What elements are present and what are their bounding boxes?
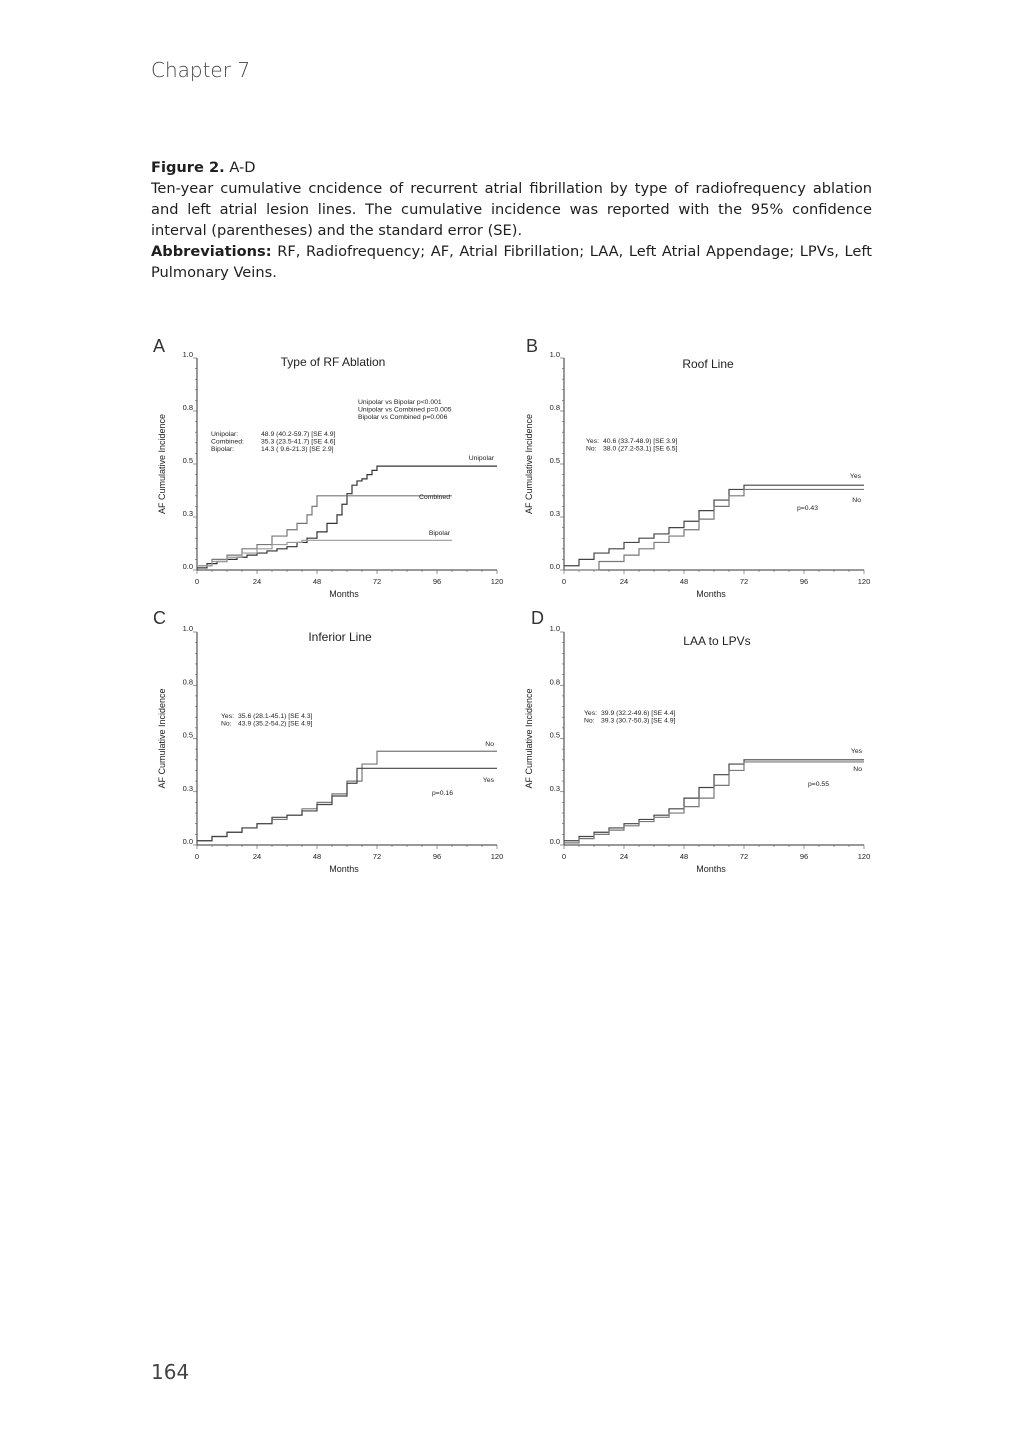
panel-a-x-tick-label: 24 [252,577,262,586]
panel-b-y-tick-label: 0.0 [549,562,560,571]
panel-d-annotation: p=0.55 [808,781,829,788]
panel-c-y-tick-label: 1.0 [182,624,193,633]
panel-d-x-tick-label: 120 [857,852,871,861]
panel-d-stat-value: 39.3 (30.7-50.3) [SE 4.9] [601,717,676,725]
panel-a-y-tick-label: 1.0 [182,350,193,359]
panel-c-x-tick-label: 48 [312,852,322,861]
panel-d-y-tick-label: 0.0 [549,837,560,846]
chapter-heading: Chapter 7 [151,58,251,82]
panel-d-series-label-no: No [853,766,862,773]
panel-b-x-tick-label: 0 [561,577,567,586]
panel-a-x-tick-label: 48 [312,577,322,586]
panel-a-stat-value: 14.3 ( 9.6-21.3) [SE 2.9] [261,446,334,453]
panel-b-stat-label: Yes: [586,438,599,445]
panel-d-y-axis-label: AF Cumulative Incidence [524,688,534,789]
abbr-text: RF, Radiofrequency; AF, Atrial Fibrillation; LAA, Left Atrial Appendage; LPVs, Left Pulmonary Veins. [151,243,872,281]
panel-b-y-tick-label: 0.3 [549,509,560,518]
panel-a-series-combined [197,496,452,566]
panel-d-letter: D [531,608,544,628]
panel-b-x-axis-label: Months [696,589,726,599]
panel-a-annotation: Unipolar vs Bipolar p<0.001 [358,399,442,406]
panel-b-title: Roof Line [682,357,734,371]
panel-d-x-tick-label: 24 [619,852,629,861]
panel-a-stat-value: 35.3 (23.5-41.7) [SE 4.6] [261,438,336,446]
panel-a-stat-value: 48.9 (40.2-59.7) [SE 4.9] [261,431,336,438]
panel-d-y-tick-label: 0.8 [549,677,560,687]
panel-a-x-tick-label: 120 [490,577,504,586]
panel-c-y-tick-label: 0.8 [182,677,193,687]
panel-d-series-no [564,762,864,843]
panel-c-stat-value: 35.6 (28.1-45.1) [SE 4.3] [238,713,313,720]
panel-c-series-label-yes: Yes [482,777,494,784]
panel-d-x-tick-label: 72 [739,852,749,861]
panel-a-annotation: Unipolar vs Combined p=0.005 [358,406,452,414]
panel-a-y-tick-label: 0.8 [182,403,193,412]
panel-c-x-tick-label: 120 [490,852,504,861]
panel-d-x-axis-label: Months [696,864,726,874]
panel-b-stat-value: 38.0 (27.2-53.1) [SE 6.5] [603,445,678,453]
panel-a-stat-label: Combined: [211,438,244,446]
panel-c-y-axis-label: AF Cumulative Incidence [157,688,167,789]
panel-d-y-tick-label: 0.3 [549,783,560,793]
panel-a-series-label-bipolar: Bipolar [428,530,450,537]
panel-d-x-tick-label: 96 [799,852,809,861]
panel-b-x-tick-label: 96 [799,577,809,586]
panel-c-letter: C [153,608,166,628]
panel-a-annotation: Bipolar vs Combined p=0.006 [358,414,448,421]
panel-d-stat-value: 39.9 (32.2-49.6) [SE 4.4] [601,710,676,717]
abbr-label: Abbreviations: [151,243,272,260]
panel-a-x-tick-label: 96 [432,577,442,586]
figure-label: Figure 2. [151,159,225,176]
panel-b-y-axis-label: AF Cumulative Incidence [524,413,534,515]
panel-c-y-tick-label: 0.0 [182,837,193,846]
panel-d-y-tick-label: 0.5 [549,730,560,740]
panel-b-x-tick-label: 72 [739,577,749,586]
panel-c-y-tick-label: 0.5 [182,730,193,740]
panel-b-series-label-yes: Yes [849,473,861,480]
panel-d-stat-label: No: [584,717,595,725]
panel-d-x-tick-label: 48 [679,852,689,861]
panel-a-stat-label: Bipolar: [211,446,235,453]
panel-c-title: Inferior Line [308,630,372,644]
panel-d-series-yes [564,760,864,841]
panel-b-series-label-no: No [852,497,861,504]
panel-b-y-tick-label: 0.5 [549,456,560,465]
panel-c-annotation: p=0.16 [432,790,453,797]
panel-c-x-tick-label: 0 [194,852,200,861]
panel-c-series-yes [197,768,497,840]
panel-b-x-tick-label: 24 [619,577,629,586]
figure-suffix: A-D [229,159,256,176]
panel-c-x-tick-label: 72 [372,852,382,861]
panel-c-y-tick-label: 0.3 [182,783,193,793]
panel-b-letter: B [526,336,539,356]
panel-b-x-tick-label: 120 [857,577,871,586]
panel-a-letter: A [153,336,166,356]
panel-a-title: Type of RF Ablation [280,355,386,369]
panel-a-stat-label: Unipolar: [211,431,239,438]
panel-b-y-tick-label: 0.8 [549,403,560,412]
panel-d-x-tick-label: 0 [561,852,567,861]
panel-a-series-label-unipolar: Unipolar [468,455,494,462]
panel-a-y-tick-label: 0.3 [182,509,193,518]
panel-c-x-axis-label: Months [329,864,359,874]
panel-a-y-tick-label: 0.0 [182,562,193,571]
panel-a-series-label-combined: Combined [419,494,450,501]
panel-c-x-tick-label: 24 [252,852,262,861]
panel-c-stat-label: No: [221,720,232,728]
panel-a-x-axis-label: Months [329,589,359,599]
panel-c-series-label-no: No [485,741,494,748]
page-number: 164 [151,1360,190,1384]
panel-c-stat-label: Yes: [221,713,234,720]
panel-a-x-tick-label: 72 [372,577,382,586]
panel-d-stat-label: Yes: [584,710,597,717]
panel-b-annotation: p=0.43 [797,505,818,512]
panel-d-title: LAA to LPVs [683,634,751,648]
panel-b-y-tick-label: 1.0 [549,350,560,359]
panel-d-y-tick-label: 1.0 [549,624,560,633]
panel-b-series-yes [564,485,864,566]
panel-c-stat-value: 43.9 (35.2-54.2) [SE 4.9] [238,720,313,728]
panel-a-x-tick-label: 0 [194,577,200,586]
panel-d-series-label-yes: Yes [850,748,862,755]
panel-b-stat-label: No: [586,445,597,453]
panel-a-y-axis-label: AF Cumulative Incidence [157,413,167,515]
panel-a-series-bipolar [197,540,452,565]
panel-b-stat-value: 40.6 (33.7-48.9) [SE 3.9] [603,438,678,445]
panel-a-y-tick-label: 0.5 [182,456,193,465]
caption-text: Ten-year cumulative cncidence of recurrent atrial fibrillation by type of radiofrequency ablation and left atrial lesion lines. The cumulative incidence was reported with the 95% confidence interval (parentheses) and the standard error (SE). [151,180,872,239]
panel-c-x-tick-label: 96 [432,852,442,861]
panel-b-x-tick-label: 48 [679,577,689,586]
